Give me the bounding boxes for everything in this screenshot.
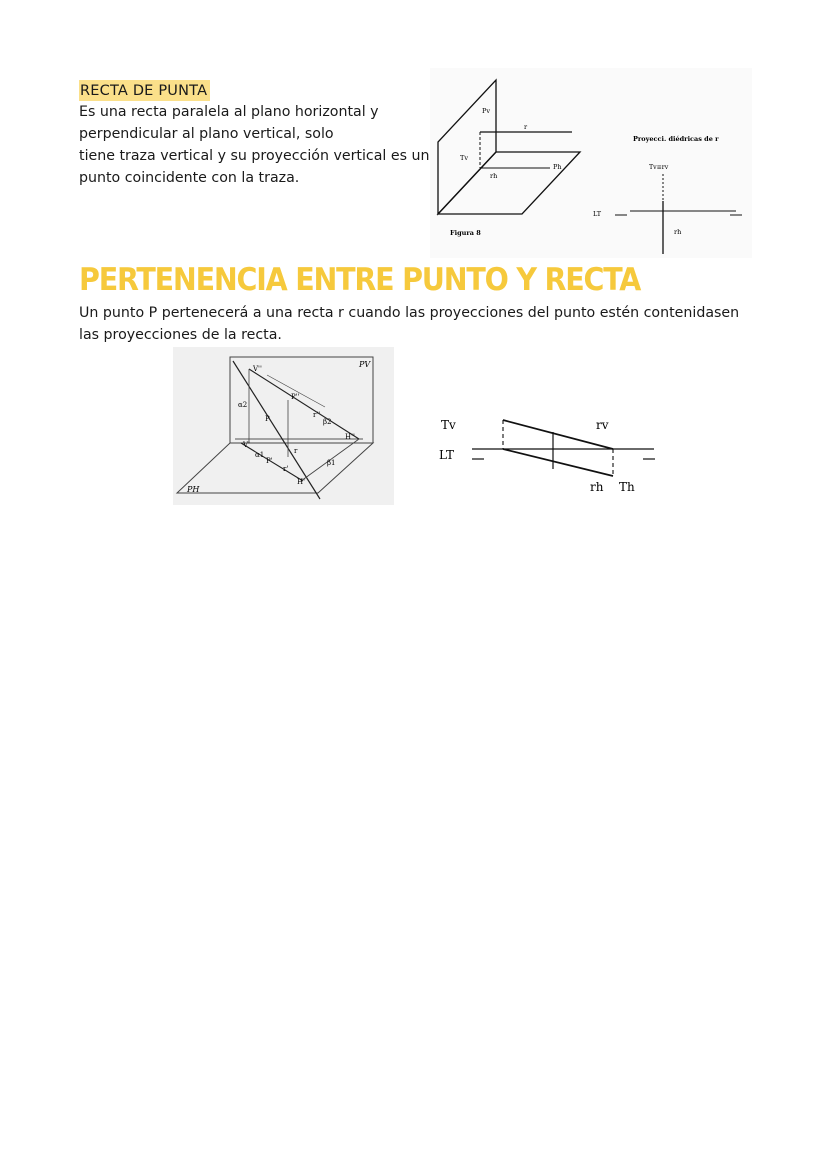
figure-caption: Figura 8 — [450, 229, 481, 237]
description-line: Es una recta paralela al plano horizontal y — [79, 104, 379, 120]
label-beta1: β1 — [327, 459, 336, 467]
paragraph-line: las proyecciones de la recta. — [79, 327, 282, 343]
label-pv: Pv — [482, 107, 491, 115]
label-h2: H'' — [345, 433, 355, 441]
diedricas-label-lt: LT — [593, 210, 602, 218]
section-recta-de-punta — [79, 80, 430, 189]
label-lt: LT — [439, 448, 454, 462]
label-pv: PV — [359, 360, 371, 369]
description-line: tiene traza vertical y su proyección vertical es un — [79, 148, 430, 164]
figure-pertenencia-2d — [436, 410, 662, 502]
label-p: P — [265, 415, 270, 423]
label-r: r — [294, 447, 298, 455]
label-alpha1: α1 — [255, 451, 265, 459]
line-rh — [503, 449, 613, 476]
label-th: Th — [619, 480, 635, 494]
label-v2: V'' — [253, 365, 262, 373]
figure-pertenencia-3d — [173, 347, 394, 505]
label-beta2: β2 — [323, 418, 332, 426]
label-tv: Tv — [460, 154, 469, 162]
label-h1: H' — [297, 478, 306, 486]
label-r: r — [524, 123, 528, 131]
label-tv-rv: Tv≡rv — [649, 164, 669, 171]
label-p1: P' — [266, 457, 273, 465]
section-pertenencia-text — [79, 302, 749, 346]
label-ph: Ph — [553, 163, 562, 171]
figure-background — [173, 347, 394, 505]
section-title-highlighted: RECTA DE PUNTA — [79, 80, 210, 101]
section-heading-pertenencia: PERTENENCIA ENTRE PUNTO Y RECTA — [79, 262, 641, 298]
section-description — [79, 101, 430, 189]
label-r2: r'' — [313, 411, 321, 419]
paragraph-line: Un punto P pertenecerá a una recta r cuando las proyecciones del punto estén contenidasen — [79, 305, 740, 321]
label-rv: rv — [596, 418, 609, 432]
label-p2: P'' — [291, 393, 300, 401]
label-rh: rh — [490, 172, 498, 180]
label-ph: PH — [187, 485, 200, 494]
description-line: punto coincidente con la traza. — [79, 170, 300, 186]
description-line: perpendicular al plano vertical, solo — [79, 126, 334, 142]
diedricas-title: Proyecci. diédricas de r — [633, 135, 719, 143]
label-tv: Tv — [441, 418, 456, 432]
label-v1: V' — [243, 441, 250, 449]
label-alpha2: α2 — [238, 401, 248, 409]
label-rh: rh — [590, 480, 604, 494]
figure-recta-de-punta — [430, 68, 752, 258]
label-r1: r' — [283, 465, 289, 473]
diedricas-label-rh: rh — [674, 228, 682, 236]
